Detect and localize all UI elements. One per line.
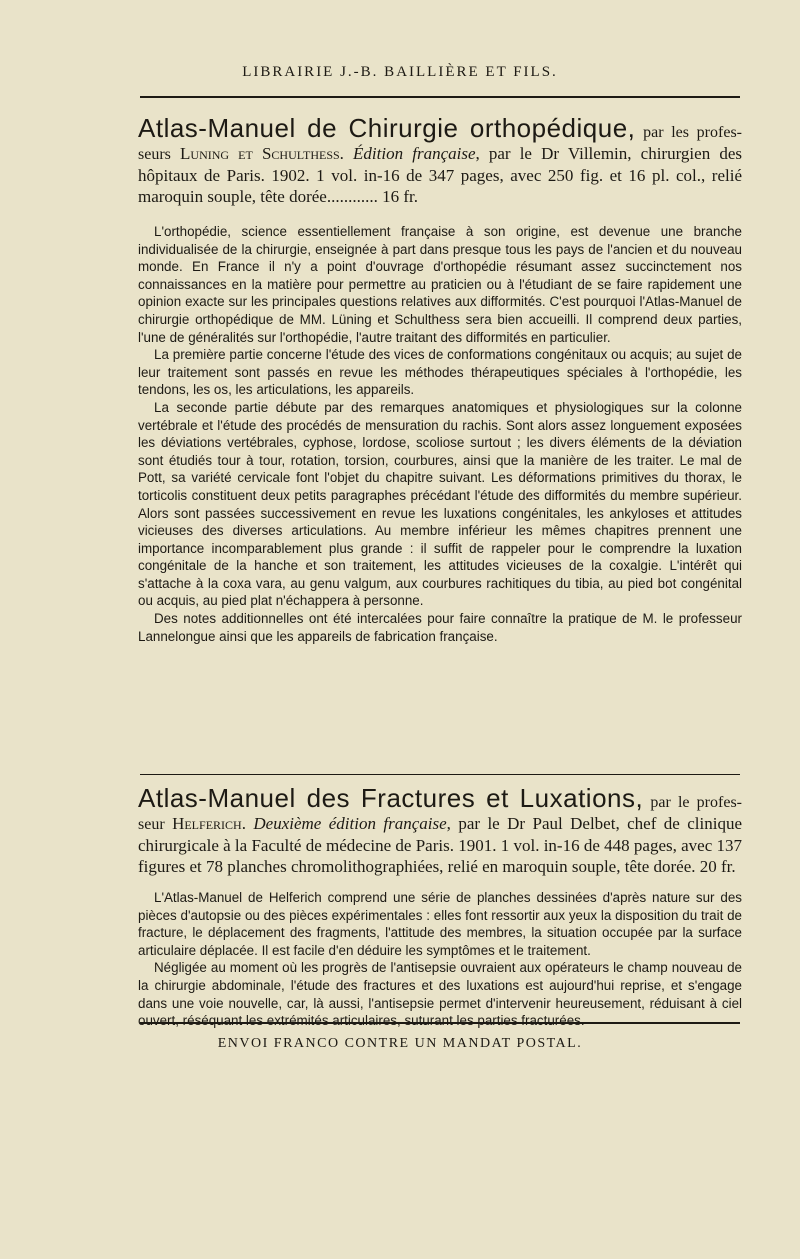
entry-body: [138, 889, 742, 1030]
book-title: Atlas-Manuel de Chirurgie orthopédique,: [138, 113, 636, 143]
entry-body: [138, 223, 742, 645]
divider: [140, 1022, 740, 1024]
paragraph: La seconde partie débute par des remarques anatomiques et physiologiques sur la colonne vertébrale et l'étude des procédés de mensuration du rachis. Sont alors assez longuement exposées les déviations vertébrales, cyphose, lordose, scoliose surtout ; les divers éléments de la déviation sont étudiés tour à tour, rotation, torsion, courbures, ainsi que la manière de les traiter. Le mal de Pott, sa variété cervicale font l'objet du chapitre suivant. Les déformations primitives du thorax, le torticolis constituent deux petits paragraphes précédant l'étude des difformités du membre supérieur. Alors sont passées successivement en revue les luxations congénitales, les ankyloses et attitudes vicieuses des diverses articulations. Au membre inférieur les mêmes chapitres prennent une importance incomparablement plus grande : il suffit de rappeler pour le comprendre la luxation congénitale de la hanche et son traitement, les attitudes vicieuses de la coxalgie. L'intérêt qui s'attache à la coxa vara, au genu valgum, aux courbures rachitiques du tibia, au pied bot congénital ou acquis, au pied plat n'échappera à personne.: [138, 399, 742, 609]
book-description: , par le Dr Villemin, chirurgien des hôpitaux de Paris. 1902. 1 vol. in-16 de 347 pages, avec 250 fig. et 16 pl. col., relié maroquin souple, tête dorée............ 16 fr.: [138, 144, 742, 206]
book-edition: Édition française: [353, 144, 476, 163]
book-entry: [138, 113, 742, 645]
book-edition: Deuxième édition française: [253, 814, 447, 833]
title-suffix: par les profes-seurs: [138, 124, 742, 163]
book-title: Atlas-Manuel des Fractures et Luxations,: [138, 783, 644, 813]
paragraph: Négligée au moment où les progrès de l'antisepsie ouvraient aux opérateurs le champ nouveau de la chirurgie abdominale, l'étude des fractures et des luxations est aujourd'hui reprise, et s'engage dans une voie nouvelle, car, là aussi, l'antisepsie permet d'intervenir heureusement, réduisant à ciel ouvert, réséquant les extrémités articulaires, suturant les parties fracturées.: [138, 960, 742, 1029]
paragraph: Des notes additionnelles ont été intercalées pour faire connaître la pratique de M. le professeur Lannelongue ainsi que les appareils de fabrication française.: [138, 611, 742, 644]
book-entry: [138, 783, 742, 1030]
book-description: , par le Dr Paul Delbet, chef de clinique chirurgicale à la Faculté de médecine de Paris. 1901. 1 vol. in-16 de 448 pages, avec 137 figures et 78 planches chromolithographiées, relié en maroquin souple, tête dorée. 20 fr.: [138, 814, 742, 876]
book-authors: Helferich.: [172, 814, 246, 833]
divider: [140, 774, 740, 775]
footer-notice: ENVOI FRANCO CONTRE UN MANDAT POSTAL.: [217, 1036, 583, 1051]
book-authors: Luning et Schulthess.: [180, 144, 344, 163]
entry-heading: [138, 783, 742, 877]
paragraph: L'Atlas-Manuel de Helferich comprend une série de planches dessinées d'après nature sur des pièces d'autopsie ou des pièces expérimentales : elles font ressortir aux yeux la disposition du trait de fracture, le déplacement des fragments, l'attitude des membres, la situation occupée par la surface articulaire déplacée. Il est facile d'en déduire les symptômes et le traitement.: [138, 890, 742, 958]
title-suffix: par le profes-seur: [138, 794, 742, 833]
divider: [140, 96, 740, 98]
paragraph: La première partie concerne l'étude des vices de conformations congénitaux ou acquis; au sujet de leur traitement sont passés en revue les méthodes thérapeutiques spéciales à l'orthopédie, les tendons, les os, les articulations, les appareils.: [138, 347, 742, 398]
publisher-header: LIBRAIRIE J.-B. BAILLIÈRE ET FILS.: [242, 64, 558, 80]
paragraph: L'orthopédie, science essentiellement française à son origine, est devenue une branche individualisée de la chirurgie, enseignée à part dans presque tous les pays de l'ancien et du nouveau monde. En France il n'y a point d'ouvrage d'orthopédie résumant assez succinctement nos connaissances en la matière pour permettre au praticien ou à l'étudiant de se faire rapidement une opinion exacte sur les principales questions relatives aux difformités. C'est pourquoi l'Atlas-Manuel de chirurgie orthopédique de MM. Lüning et Schulthess sera bien accueilli. Il comprend deux parties, l'une de généralités sur l'orthopédie, l'autre traitant des difformités en particulier.: [138, 224, 742, 345]
entry-heading: [138, 113, 742, 207]
